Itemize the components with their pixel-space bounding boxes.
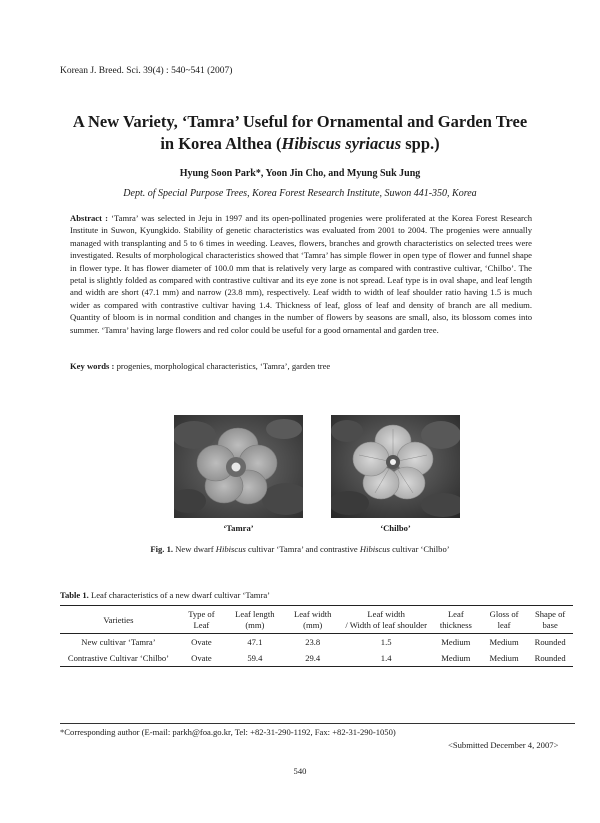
header-line: Leaf length — [235, 609, 275, 619]
table-cell: Medium — [481, 650, 527, 667]
paper-title — [60, 111, 540, 155]
table-header-cell — [481, 606, 527, 634]
keywords-text: progenies, morphological characteristics, ‘Tamra’, garden tree — [116, 361, 331, 371]
figure-caption — [60, 544, 540, 554]
header-line: / Width of leaf shoulder — [345, 620, 427, 630]
header-line: Varieties — [103, 614, 134, 625]
table-title-text: Leaf characteristics of a new dwarf cultivar ‘Tamra’ — [90, 590, 271, 600]
title-line-2 — [60, 133, 540, 155]
table-row — [60, 650, 573, 667]
table-row — [60, 634, 573, 651]
page-number: 540 — [293, 766, 307, 776]
table-label: Table 1. — [60, 590, 89, 600]
footnote-divider — [60, 723, 575, 724]
submission-date: <Submitted December 4, 2007> — [448, 740, 559, 750]
table-cell: 23.8 — [305, 637, 321, 647]
abstract-label: Abstract : — [70, 213, 108, 223]
header-line: Leaf width — [293, 609, 332, 619]
table-cell: 1.5 — [380, 637, 392, 647]
table-header-cell — [527, 606, 573, 634]
keywords-label: Key words : — [70, 361, 115, 371]
table-title — [60, 590, 270, 600]
photo-tamra-flower — [174, 415, 303, 518]
keywords — [70, 361, 532, 371]
table-cell: Ovate — [177, 650, 226, 667]
figure-caption-part: New dwarf — [175, 544, 214, 554]
table-cell: New cultivar ‘Tamra’ — [81, 637, 156, 647]
leaf-characteristics-table — [60, 605, 573, 667]
table-cell: Rounded — [527, 650, 573, 667]
header-line: thickness — [439, 620, 472, 630]
table-cell: 59.4 — [226, 650, 284, 667]
header-line: base — [542, 620, 558, 630]
figure-label: Fig. 1. — [150, 544, 174, 554]
header-line: leaf — [497, 620, 511, 630]
photo-caption-tamra: ‘Tamra’ — [223, 523, 254, 533]
author-list: Hyung Soon Park*, Yoon Jin Cho, and Myung Suk Jung — [179, 168, 421, 179]
table-cell: Medium — [441, 637, 471, 647]
affiliation: Dept. of Special Purpose Trees, Korea Forest Research Institute, Suwon 441-350, Korea — [123, 188, 477, 199]
photo-chilbo-flower — [331, 415, 460, 518]
header-line: Type of — [188, 609, 215, 619]
title-line-2-suffix: spp.) — [401, 134, 440, 153]
title-species-name: Hibiscus syriacus — [281, 134, 402, 153]
header-line: Leaf — [447, 609, 464, 619]
header-line: Leaf width — [367, 609, 405, 619]
header-line: Shape of — [534, 609, 566, 619]
table-cell: 29.4 — [284, 650, 342, 667]
figure-caption-part: cultivar ‘Chilbo’ — [392, 544, 450, 554]
title-line-2-prefix: in Korea Althea ( — [160, 134, 282, 153]
header-line: Gloss of — [489, 609, 519, 619]
table-header-cell — [60, 606, 177, 634]
table-header-cell — [342, 606, 431, 634]
corresponding-author-footnote: *Corresponding author (E-mail: parkh@foa.go.kr, Tel: +82-31-290-1192, Fax: +82-31-290-1050) — [60, 727, 396, 737]
figure-caption-part: cultivar ‘Tamra’ and contrastive — [248, 544, 358, 554]
table-cell: 1.4 — [342, 650, 431, 667]
table-cell: Rounded — [534, 637, 566, 647]
table-header-cell — [431, 606, 481, 634]
table-cell: 47.1 — [247, 637, 263, 647]
table-header-cell — [177, 606, 226, 634]
table-header-row — [60, 606, 573, 634]
header-line: Leaf — [193, 620, 210, 630]
header-line: (mm) — [303, 620, 323, 630]
table-header-cell — [226, 606, 284, 634]
table-cell: Contrastive Cultivar ‘Chilbo’ — [60, 650, 177, 667]
table-cell: Ovate — [191, 637, 212, 647]
journal-reference: Korean J. Breed. Sci. 39(4) : 540~541 (2007) — [60, 66, 233, 76]
figure-caption-genus: Hibiscus — [215, 544, 246, 554]
abstract — [70, 212, 532, 336]
photo-caption-chilbo: ‘Chilbo’ — [380, 523, 411, 533]
header-line: (mm) — [245, 620, 265, 630]
table-cell: Medium — [431, 650, 481, 667]
title-line-1: A New Variety, ‘Tamra’ Useful for Ornamental and Garden Tree — [72, 112, 528, 131]
table-cell: Medium — [489, 637, 519, 647]
abstract-text: ‘Tamra’ was selected in Jeju in 1997 and its open-pollinated progenies were proliferated at the Korea Forest Research Institute in Suwon, Kyungkido. Stability of genetic characteristics was evaluated from 2001 to 2004. The progenies were annually managed with transplanting and 5 to 6 times in weeding. Leaves, flowers, branches and growth characteristics on selected trees were investigated. Results of morphological characteristics showed that ‘Tamra’ has simple flower in open type of flower and funnel shape in flower type. It has flower diameter of 100.0 mm that is relatively very large as compared with contrastive cultivar, ‘Chilbo’. The petal is slightly folded as compared with contrastive cultivar and its eye zone is not spread. Leaf type is in oval shape, and leaf length and width are short (47.1 mm) and narrow (23.8 mm), respectively. Leaf width to width of leaf shoulder ratio having 1.5 is much wider as compared with contrastive cultivar having 1.4. Thickness of leaf, gloss of leaf and density of branch are all medium. Quantity of bloom is in normal condition and changes in the number of flowers by seasons are small, also, its blossom comes into summer. ‘Tamra’ having large flowers and red color could be useful for a good ornamental and garden tree. — [70, 213, 532, 335]
figure-caption-genus: Hibiscus — [359, 544, 390, 554]
table-header-cell — [284, 606, 342, 634]
